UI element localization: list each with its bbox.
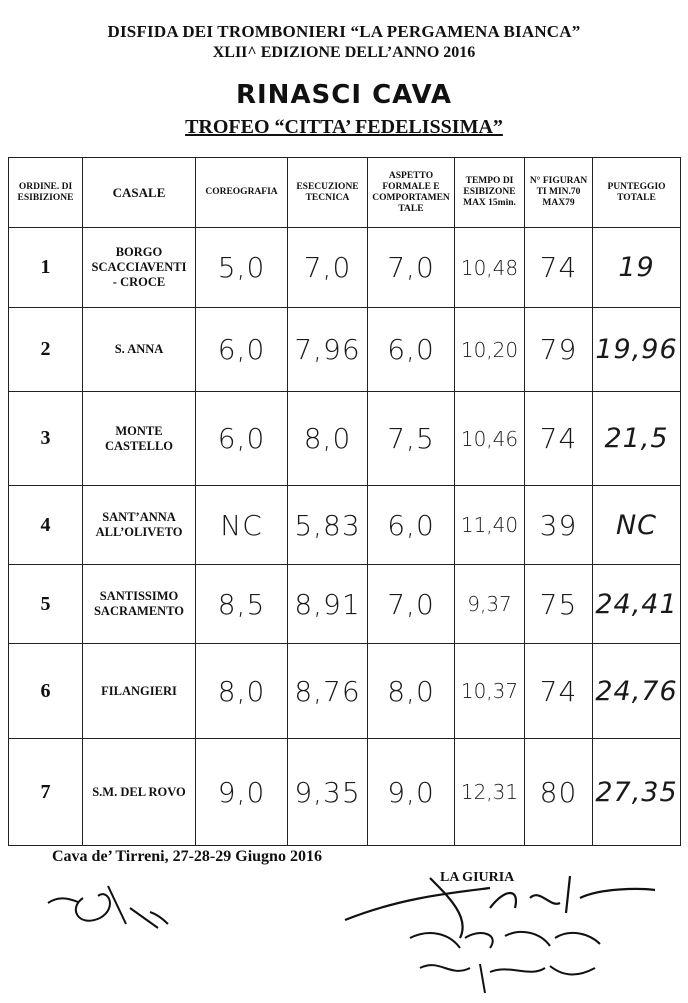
row-order: 4: [9, 486, 83, 565]
score-esecuzione: 8,91: [288, 565, 368, 644]
header-esecuzione: ESECUZIONE TECNICA: [288, 158, 368, 228]
casale-line: SCACCIAVENTI: [91, 260, 187, 274]
casale-line: - CROCE: [112, 275, 166, 289]
row-order: 7: [9, 739, 83, 846]
time-value: 11,40: [455, 486, 525, 565]
row-order: 2: [9, 308, 83, 392]
casale-line: SACRAMENTO: [93, 604, 185, 618]
score-coreografia: 9,0: [196, 739, 288, 846]
figuranti-count: 75: [525, 565, 593, 644]
time-value: 12,31: [455, 739, 525, 846]
header-punteggio: PUNTEGGIO TOTALE: [593, 158, 681, 228]
score-aspetto: 7,5: [368, 392, 455, 486]
signature-jury: [340, 868, 670, 998]
casale-line: S.M. DEL ROVO: [92, 784, 186, 799]
casale-line: ALL’OLIVETO: [95, 525, 183, 539]
row-casale: [83, 486, 196, 565]
score-esecuzione: 8,76: [288, 644, 368, 739]
group-name: RINASCI CAVA: [235, 80, 453, 110]
score-coreografia: 6,0: [196, 308, 288, 392]
score-aspetto: 7,0: [368, 565, 455, 644]
table-header-row: [9, 158, 681, 228]
table-row: [9, 486, 681, 565]
score-esecuzione: 7,96: [288, 308, 368, 392]
row-casale: [83, 392, 196, 486]
score-coreografia: 8,0: [196, 644, 288, 739]
total-score: 27,35: [593, 739, 681, 846]
total-score: 24,41: [593, 565, 681, 644]
place-and-date: Cava de’ Tirreni, 27-28-29 Giugno 2016: [52, 848, 322, 865]
score-aspetto: 6,0: [368, 486, 455, 565]
score-esecuzione: 7,0: [288, 228, 368, 308]
signature-left: [38, 868, 198, 938]
header-coreografia: COREOGRAFIA: [196, 158, 288, 228]
row-casale: [83, 228, 196, 308]
score-aspetto: 6,0: [368, 308, 455, 392]
row-order: 3: [9, 392, 83, 486]
time-value: 10,20: [455, 308, 525, 392]
score-esecuzione: 5,83: [288, 486, 368, 565]
score-coreografia: 6,0: [196, 392, 288, 486]
table-row: [9, 565, 681, 644]
trophy-title: TROFEO “CITTA’ FEDELISSIMA”: [185, 116, 503, 138]
casale-line: CASTELLO: [104, 438, 174, 453]
casale-line: SANTISSIMO: [99, 589, 179, 603]
header-tempo: TEMPO DI ESIBIZONE MAX 15min.: [455, 158, 525, 228]
casale-line: FILANGIERI: [101, 683, 177, 698]
figuranti-count: 79: [525, 308, 593, 392]
casale-line: S. ANNA: [114, 342, 164, 356]
figuranti-count: 39: [525, 486, 593, 565]
total-score: 19,96: [593, 308, 681, 392]
header-casale: CASALE: [83, 158, 196, 228]
row-order: 1: [9, 228, 83, 308]
score-aspetto: 8,0: [368, 644, 455, 739]
table-row: [9, 644, 681, 739]
time-value: 10,46: [455, 392, 525, 486]
score-aspetto: 9,0: [368, 739, 455, 846]
casale-line: BORGO: [115, 245, 163, 259]
total-score: 19: [593, 228, 681, 308]
score-coreografia: 5,0: [196, 228, 288, 308]
event-title: DISFIDA DEI TROMBONIERI “LA PERGAMENA BIANCA”: [107, 22, 581, 41]
table-row: [9, 228, 681, 308]
results-table: [8, 157, 681, 846]
figuranti-count: 74: [525, 644, 593, 739]
row-casale: [83, 739, 196, 846]
row-order: 5: [9, 565, 83, 644]
time-value: 9,37: [455, 565, 525, 644]
casale-line: SANT’ANNA: [102, 510, 176, 524]
header-aspetto: ASPETTO FORMALE E COMPORTAMEN TALE: [368, 158, 455, 228]
casale-line: MONTE: [115, 423, 163, 438]
figuranti-count: 80: [525, 739, 593, 846]
time-value: 10,37: [455, 644, 525, 739]
table-row: [9, 392, 681, 486]
score-coreografia: NC: [196, 486, 288, 565]
row-casale: [83, 308, 196, 392]
table-row: [9, 739, 681, 846]
figuranti-count: 74: [525, 228, 593, 308]
total-score: 21,5: [593, 392, 681, 486]
row-order: 6: [9, 644, 83, 739]
row-casale: [83, 565, 196, 644]
time-value: 10,48: [455, 228, 525, 308]
figuranti-count: 74: [525, 392, 593, 486]
score-esecuzione: 8,0: [288, 392, 368, 486]
total-score: NC: [593, 486, 681, 565]
table-row: [9, 308, 681, 392]
jury-label: LA GIURIA: [440, 870, 515, 885]
score-coreografia: 8,5: [196, 565, 288, 644]
row-casale: [83, 644, 196, 739]
score-esecuzione: 9,35: [288, 739, 368, 846]
total-score: 24,76: [593, 644, 681, 739]
edition-subtitle: XLII^ EDIZIONE DELL’ANNO 2016: [212, 44, 476, 61]
header-ordine: ORDINE. DI ESIBIZIONE: [9, 158, 83, 228]
score-aspetto: 7,0: [368, 228, 455, 308]
header-figuranti: N° FIGURAN TI MIN.70 MAX79: [525, 158, 593, 228]
